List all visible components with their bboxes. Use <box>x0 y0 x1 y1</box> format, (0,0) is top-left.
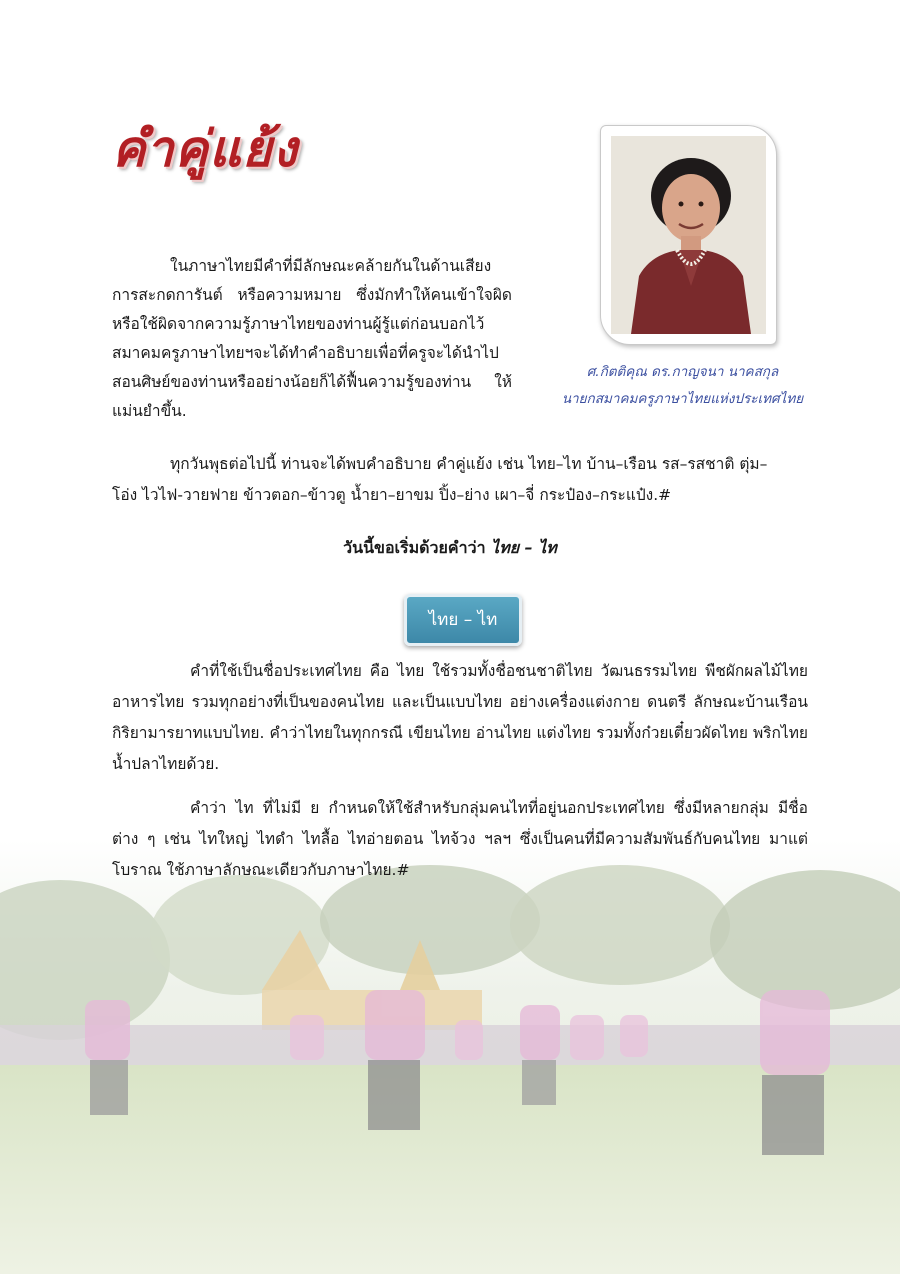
intro-paragraph <box>112 252 512 426</box>
author-name: ศ.กิตติคุณ ดร.กาญจนา นาคสกุล <box>586 364 779 380</box>
word-badge: ไทย – ไท <box>404 594 522 646</box>
intro-text: ในภาษาไทยมีคำที่มีลักษณะคล้ายกันในด้านเสียง การสะกดการันต์ หรือความหมาย ซึ่งมักทำให้คนเข้าใจผิด หรือใช้ผิดจากความรู้ภาษาไทยของท่านผู้รู้แต่ก่อนบอกไว้ สมาคมครูภาษาไทยฯจะได้ทำคำอธิบายเพื่อที่ครูจะได้นำไปสอนศิษย์ของท่านหรืออย่างน้อยก็ได้ฟื้นความรู้ของท่าน ให้แม่นยำขึ้น. <box>112 257 512 420</box>
announcement-text: ทุกวันพุธต่อไปนี้ ท่านจะได้พบคำอธิบาย คำคู่แย้ง เช่น ไทย–ไท บ้าน–เรือน รส–รสชาติ ตุ่ม–โอ่ง ไวไฟ-วายฟาย ข้าวตอก–ข้าวตู น้ำยา–ยาขม ปิ้ง–ย่าง เผา–จี่ กระป๋อง–กระแป๋ง.# <box>112 455 768 504</box>
paragraph-text: คำว่า ไท ที่ไม่มี ย กำหนดให้ใช้สำหรับกลุ่มคนไทที่อยู่นอกประเทศไทย ซึ่งมีหลายกลุ่ม มีชื่อต่าง ๆ เช่น ไทใหญ่ ไทดำ ไทลื้อ ไทอ่ายตอน ไทจ้วง ฯลฯ ซึ่งเป็นคนที่มีความสัมพันธ์กับคนไทย มาแต่โบราณ ใช้ภาษาลักษณะเดียวกับภาษาไทย.# <box>112 799 808 879</box>
body-paragraph-2 <box>112 793 808 886</box>
author-position: นายกสมาคมครูภาษาไทยแห่งประเทศไทย <box>561 391 804 407</box>
festival-background-image <box>0 840 900 1274</box>
today-heading <box>0 536 900 561</box>
today-prefix: วันนี้ขอเริ่มด้วยคำว่า <box>343 538 486 557</box>
page-title: คำคู่แย้ง <box>112 119 298 178</box>
author-photo <box>600 125 777 345</box>
portrait-image <box>611 136 766 334</box>
announcement-paragraph <box>112 449 782 511</box>
paragraph-text: คำที่ใช้เป็นชื่อประเทศไทย คือ ไทย ใช้รวมทั้งชื่อชนชาติไทย วัฒนธรรมไทย พืชผักผลไม้ไทย อาหารไทย รวมทุกอย่างที่เป็นของคนไทย และเป็นแบบไทย อย่างเครื่องแต่งกาย ดนตรี ลักษณะบ้านเรือน กิริยามารยาทแบบไทย. คำว่าไทยในทุกกรณี เขียนไทย อ่านไทย แต่งไทย รวมทั้งก๋วยเตี๋ยวผัดไทย พริกไทย น้ำปลาไทยด้วย. <box>112 662 808 773</box>
today-word: ไทย – ไท <box>491 538 557 557</box>
body-paragraph-1 <box>112 656 808 780</box>
